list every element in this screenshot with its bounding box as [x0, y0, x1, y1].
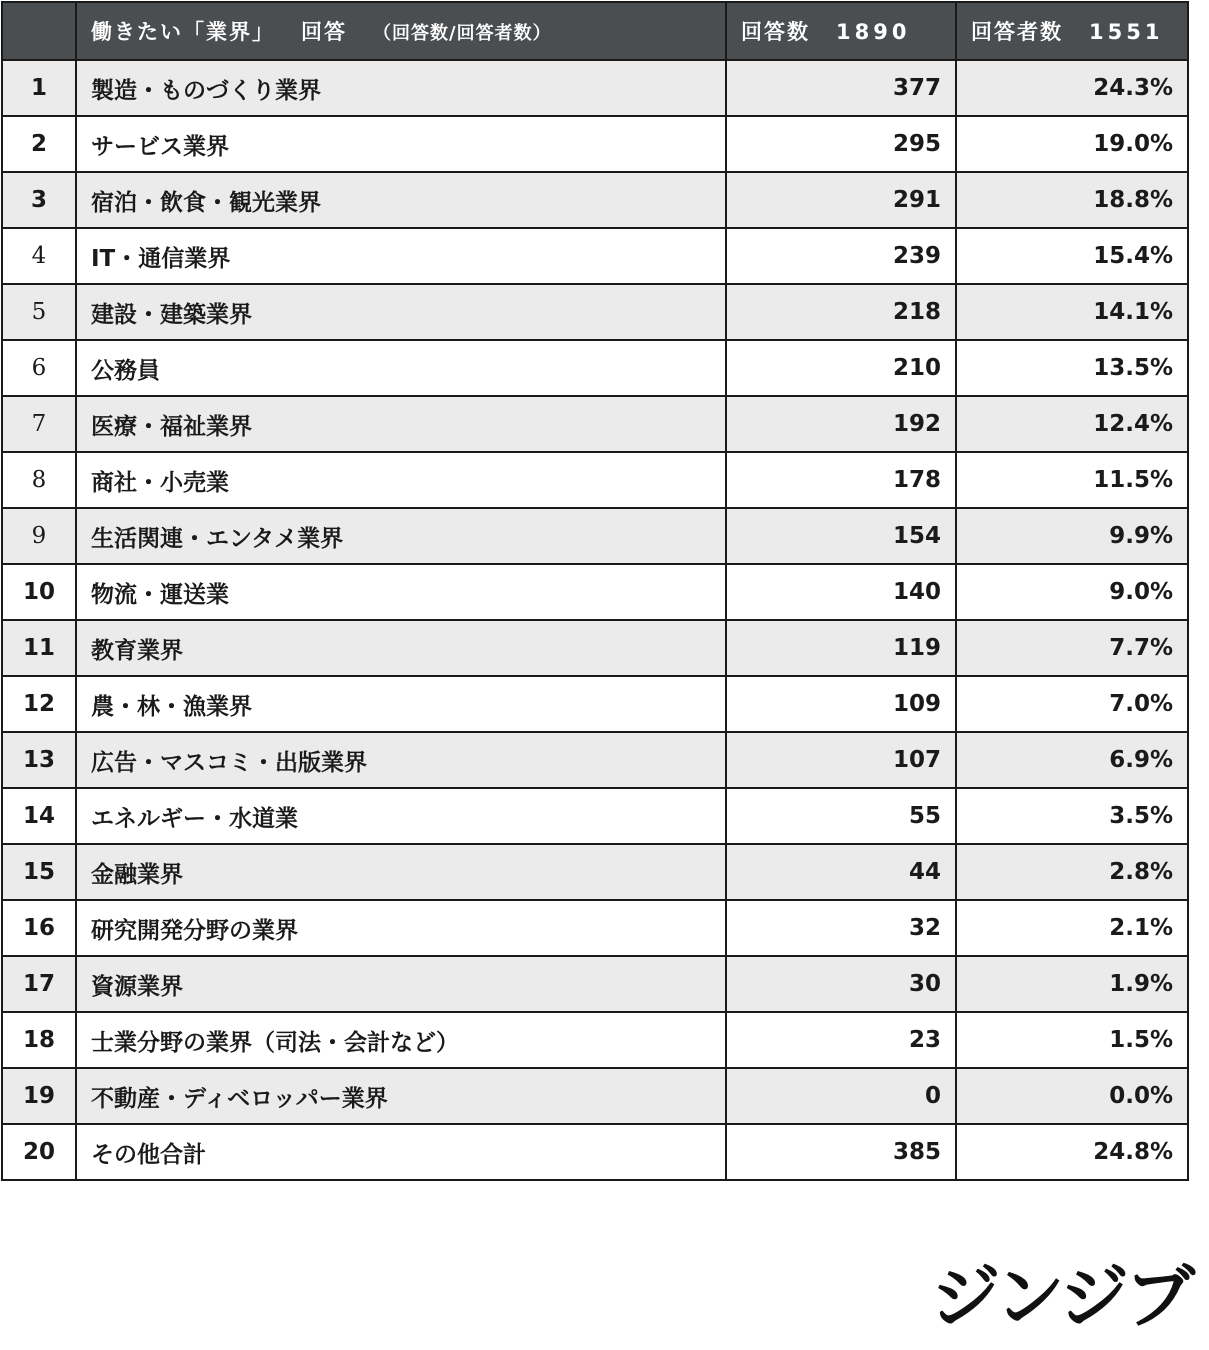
table-row	[2, 1068, 1188, 1124]
rank-cell: 3	[2, 172, 76, 228]
respondent-percent-cell: 2.8%	[956, 844, 1188, 900]
rank-cell: 8	[2, 452, 76, 508]
header-count-label: 回答数	[741, 20, 810, 44]
rank-cell: 15	[2, 844, 76, 900]
answer-count-cell: 109	[726, 676, 956, 732]
respondent-percent-cell: 19.0%	[956, 116, 1188, 172]
respondent-percent-cell: 1.9%	[956, 956, 1188, 1012]
respondent-percent-cell: 0.0%	[956, 1068, 1188, 1124]
answer-count-cell: 23	[726, 1012, 956, 1068]
table-row	[2, 956, 1188, 1012]
industry-name-cell: 製造・ものづくり業界	[76, 60, 726, 116]
answer-count-cell: 44	[726, 844, 956, 900]
respondent-percent-cell: 6.9%	[956, 732, 1188, 788]
table-row	[2, 1012, 1188, 1068]
rank-cell: 7	[2, 396, 76, 452]
answer-count-cell: 140	[726, 564, 956, 620]
industry-name-cell: エネルギー・水道業	[76, 788, 726, 844]
answer-count-cell: 210	[726, 340, 956, 396]
table-row	[2, 508, 1188, 564]
rank-cell: 12	[2, 676, 76, 732]
table-row	[2, 116, 1188, 172]
answer-count-cell: 377	[726, 60, 956, 116]
table-row	[2, 732, 1188, 788]
respondent-percent-cell: 1.5%	[956, 1012, 1188, 1068]
rank-cell: 18	[2, 1012, 76, 1068]
answer-count-cell: 178	[726, 452, 956, 508]
answer-count-cell: 239	[726, 228, 956, 284]
table-row	[2, 564, 1188, 620]
table-row	[2, 900, 1188, 956]
rank-cell: 13	[2, 732, 76, 788]
respondent-percent-cell: 7.0%	[956, 676, 1188, 732]
table-row	[2, 60, 1188, 116]
rank-cell: 1	[2, 60, 76, 116]
industry-name-cell: 宿泊・飲食・観光業界	[76, 172, 726, 228]
header-respondents-value: 1551	[1089, 20, 1164, 44]
rank-cell: 19	[2, 1068, 76, 1124]
answer-count-cell: 119	[726, 620, 956, 676]
industry-name-cell: 生活関連・エンタメ業界	[76, 508, 726, 564]
industry-name-cell: 教育業界	[76, 620, 726, 676]
industry-name-cell: 建設・建築業界	[76, 284, 726, 340]
table-row	[2, 172, 1188, 228]
rank-cell: 17	[2, 956, 76, 1012]
table-row	[2, 844, 1188, 900]
header-count-cell	[726, 2, 956, 60]
header-title: 働きたい「業界」	[91, 20, 275, 44]
rank-cell: 9	[2, 508, 76, 564]
industry-name-cell: 農・林・漁業界	[76, 676, 726, 732]
respondent-percent-cell: 3.5%	[956, 788, 1188, 844]
industry-name-cell: 金融業界	[76, 844, 726, 900]
header-answer-label: 回答	[301, 20, 347, 44]
industry-name-cell: 物流・運送業	[76, 564, 726, 620]
header-respondents-label: 回答者数	[971, 20, 1063, 44]
answer-count-cell: 0	[726, 1068, 956, 1124]
respondent-percent-cell: 9.9%	[956, 508, 1188, 564]
table-row	[2, 788, 1188, 844]
ranking-table	[1, 1, 1189, 1181]
industry-name-cell: 資源業界	[76, 956, 726, 1012]
rank-cell: 6	[2, 340, 76, 396]
header-question-cell	[76, 2, 726, 60]
respondent-percent-cell: 13.5%	[956, 340, 1188, 396]
table-row	[2, 452, 1188, 508]
header-row	[2, 2, 1188, 60]
respondent-percent-cell: 15.4%	[956, 228, 1188, 284]
header-answer-sub: （回答数/回答者数）	[373, 23, 552, 44]
table-row	[2, 228, 1188, 284]
rank-cell: 5	[2, 284, 76, 340]
header-respondents-cell	[956, 2, 1188, 60]
respondent-percent-cell: 18.8%	[956, 172, 1188, 228]
table-row	[2, 620, 1188, 676]
rank-cell: 2	[2, 116, 76, 172]
jinjib-logo: ジンジブ	[930, 1256, 1191, 1338]
respondent-percent-cell: 24.3%	[956, 60, 1188, 116]
rank-cell: 4	[2, 228, 76, 284]
industry-name-cell: 研究開発分野の業界	[76, 900, 726, 956]
industry-name-cell: 公務員	[76, 340, 726, 396]
answer-count-cell: 291	[726, 172, 956, 228]
industry-name-cell: 不動産・ディベロッパー業界	[76, 1068, 726, 1124]
industry-name-cell: 士業分野の業界（司法・会計など）	[76, 1012, 726, 1068]
respondent-percent-cell: 12.4%	[956, 396, 1188, 452]
rank-cell: 10	[2, 564, 76, 620]
respondent-percent-cell: 11.5%	[956, 452, 1188, 508]
rank-cell: 20	[2, 1124, 76, 1180]
industry-name-cell: 商社・小売業	[76, 452, 726, 508]
rank-cell: 11	[2, 620, 76, 676]
table-row	[2, 676, 1188, 732]
answer-count-cell: 55	[726, 788, 956, 844]
industry-name-cell: その他合計	[76, 1124, 726, 1180]
answer-count-cell: 107	[726, 732, 956, 788]
table-row	[2, 396, 1188, 452]
respondent-percent-cell: 2.1%	[956, 900, 1188, 956]
answer-count-cell: 295	[726, 116, 956, 172]
rank-cell: 14	[2, 788, 76, 844]
table-row	[2, 1124, 1188, 1180]
respondent-percent-cell: 9.0%	[956, 564, 1188, 620]
industry-name-cell: サービス業界	[76, 116, 726, 172]
table-header	[2, 2, 1188, 60]
answer-count-cell: 154	[726, 508, 956, 564]
answer-count-cell: 218	[726, 284, 956, 340]
industry-name-cell: 広告・マスコミ・出版業界	[76, 732, 726, 788]
respondent-percent-cell: 7.7%	[956, 620, 1188, 676]
respondent-percent-cell: 14.1%	[956, 284, 1188, 340]
table-row	[2, 284, 1188, 340]
answer-count-cell: 30	[726, 956, 956, 1012]
industry-name-cell: IT・通信業界	[76, 228, 726, 284]
rank-cell: 16	[2, 900, 76, 956]
header-rank-cell	[2, 2, 76, 60]
table-row	[2, 340, 1188, 396]
answer-count-cell: 385	[726, 1124, 956, 1180]
respondent-percent-cell: 24.8%	[956, 1124, 1188, 1180]
table-body	[2, 60, 1188, 1180]
industry-name-cell: 医療・福祉業界	[76, 396, 726, 452]
answer-count-cell: 32	[726, 900, 956, 956]
answer-count-cell: 192	[726, 396, 956, 452]
header-count-value: 1890	[836, 20, 911, 44]
